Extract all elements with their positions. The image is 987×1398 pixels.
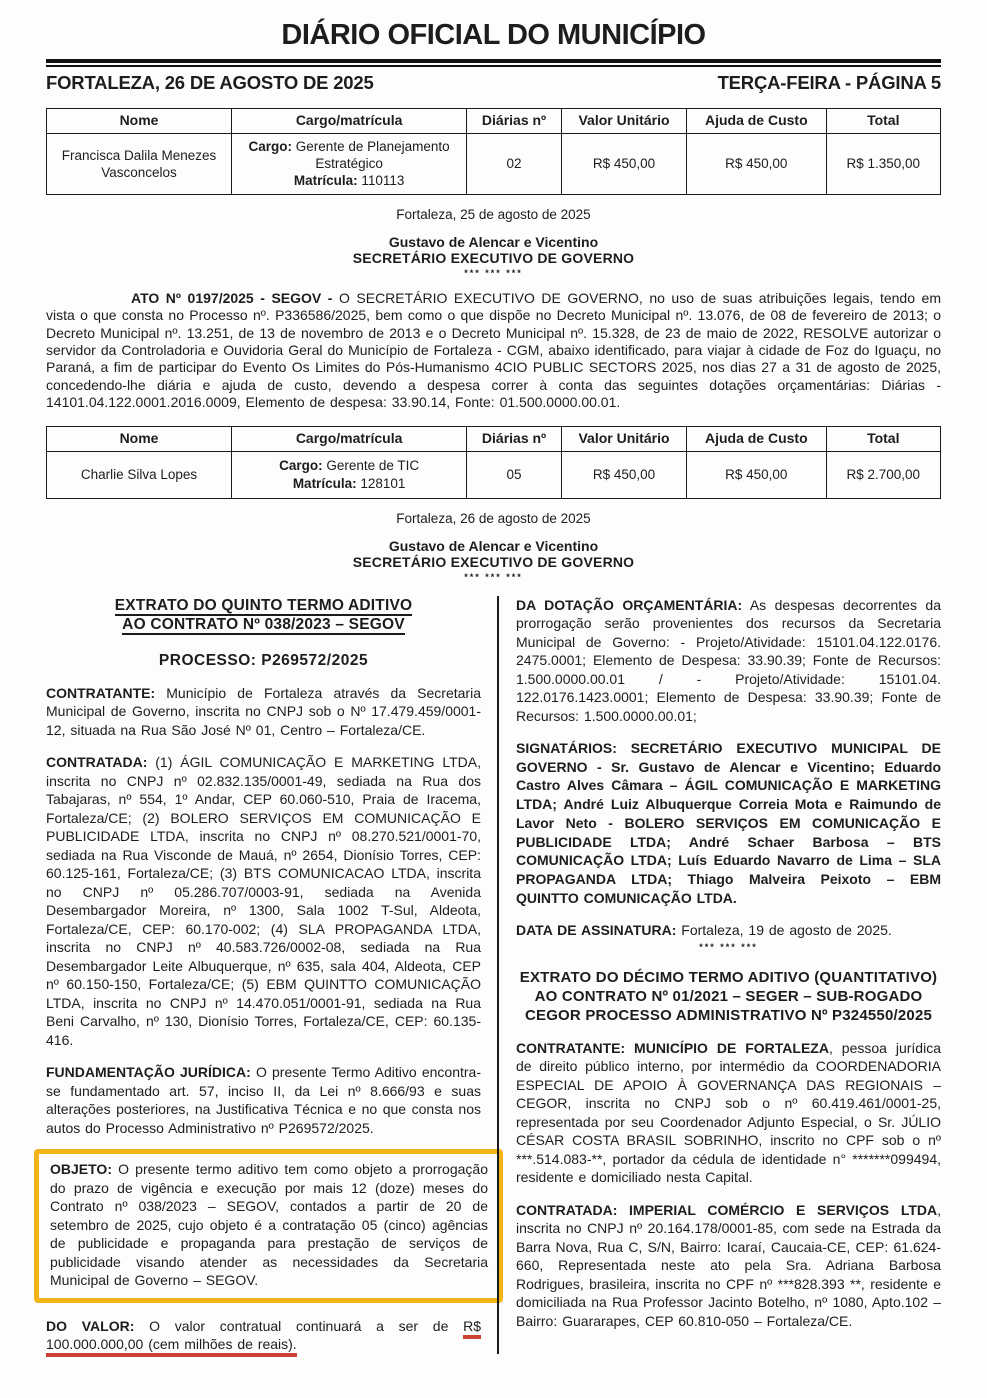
valor-underline: R$ 100.000.000,00 (cem milhões de reais). (46, 1318, 481, 1358)
col-header-total: Total (826, 108, 940, 133)
col-header-cargo: Cargo/matrícula (232, 108, 467, 133)
cell-diarias: 02 (467, 133, 562, 194)
valor-paragraph: DO VALOR: O valor contratual continuará a ser de R$ 100.000.000,00 (cem milhões de reais). (46, 1317, 481, 1354)
diarias-table-2 (46, 426, 941, 499)
col-header-diarias: Diárias nº (467, 108, 562, 133)
cell-diarias: 05 (467, 451, 562, 498)
table-header-row (47, 108, 941, 133)
col-header-diarias: Diárias nº (467, 426, 562, 451)
contratada2-paragraph: CONTRATADA: IMPERIAL COMÉRCIO E SERVIÇOS LTDA, inscrita no CNPJ nº 20.164.178/0001-85, com sede na Estrada da Barra Nova, Rua C, S/N, Bairro: Icaraí, Caucaia-CE, CEP: 61.624-660, Representada neste ato pela Sra. Adriana Barbosa Rodrigues, brasileira, inscrita no CPF nº ***828.393 **, residente e domiciliada na Rua Professor Jacinto Botelho, nº 1080, Apto.102 – Bairro: Guararapes, CEP 60.810-050 – Fortaleza/CE. (516, 1201, 941, 1329)
signatory-role: SECRETÁRIO EXECUTIVO DE GOVERNO (352, 553, 635, 570)
weekday-page-number: TERÇA-FEIRA - PÁGINA 5 (717, 71, 941, 93)
masthead-rule (46, 59, 941, 67)
contratante-paragraph: CONTRATANTE: Município de Fortaleza através da Secretaria Municipal de Governo, inscrita no CNPJ sob o Nº 17.479.459/0001-12, situada na Rua São José Nº 01, Centro – Fortaleza/CE. (46, 684, 481, 738)
signatarios-paragraph: SIGNATÁRIOS: SECRETÁRIO EXECUTIVO MUNICIPAL DE GOVERNO - Sr. Gustavo de Alencar e Vicentino; Eduardo Castro Alves Câmara – ÁGIL COMUNICAÇÃO E MARKETING LTDA; André Luiz Albuquerque Correia Mota e Raimundo de Lavor Neto - BOLERO SERVIÇOS EM COMUNICAÇÃO E PUBLICIDADE LTDA; André Schaer Barbosa – BTS COMUNICAÇÃO LTDA; Luís Eduardo Navarro de Lima – SLA PROPAGANDA LTDA; Thiago Malveira Peixoto – EBM QUINTTO COMUNICAÇÃO LTDA. (516, 740, 941, 906)
left-column (46, 596, 497, 1354)
ato-body: O SECRETÁRIO EXECUTIVO DE GOVERNO, no uso de suas atribuições legais, tendo em vista o que consta no Processo nº. P336586/2025, bem como o que dispõe no Decreto Municipal nº. 13.076, de 08 de fevereiro de 2013; o Decreto Municipal nº. 13.251, de 13 de novembro de 2013 e o Decreto Municipal nº. 15.328, de 23 de maio de 2022, RESOLVE autorizar o servidor da Controladoria e Ouvidoria Geral do Município de Fortaleza - CGM, abaixo identificado, para viajar à cidade de Foz do Iguaçu, no Paraná, a fim de participar do Evento Os Limites do Pós-Humanismo 4CIO PUBLIC SECTORS 2025, nos dias 27 a 31 de agosto de 2025, concedendo-lhe diária e ajuda de custo, devendo a despesa correr à conta das seguintes dotações orçamentárias: Diárias - 14101.04.122.0001.2016.0009, Elemento de despesa: 33.90.14, Fonte: 01.500.0000.00.01. (46, 289, 941, 411)
table-row (47, 133, 941, 194)
extract1-title: EXTRATO DO QUINTO TERMO ADITIVO AO CONTRATO Nº 038/2023 – SEGOV (114, 596, 413, 633)
col-header-cargo: Cargo/matrícula (232, 426, 467, 451)
col-header-valor-unitario: Valor Unitário (561, 108, 686, 133)
cell-nome: Charlie Silva Lopes (47, 451, 232, 498)
table-header-row (47, 426, 941, 451)
cell-cargo-matricula: Cargo: Gerente de Planejamento Estratégico Matrícula: 110113 (232, 133, 467, 194)
objeto-paragraph: OBJETO: O presente termo aditivo tem como objeto a prorrogação do prazo de vigência e execução por mais 12 (doze) meses do Contrato nº 038/2023 – SEGOV, contados a partir de 20 de setembro de 2025, cujo objeto é a contratação 05 (cinco) agências de publicidade e propaganda para prestação de serviços de publicidade visando atender as necessidades da Secretaria Municipal de Governo – SEGOV. (50, 1161, 488, 1289)
col-header-valor-unitario: Valor Unitário (561, 426, 686, 451)
edition-date: FORTALEZA, 26 DE AGOSTO DE 2025 (46, 71, 374, 93)
cell-valor-unitario: R$ 450,00 (561, 451, 686, 498)
place-date-line: Fortaleza, 25 de agosto de 2025 (396, 206, 591, 222)
extract2-title: EXTRATO DO DÉCIMO TERMO ADITIVO (QUANTITATIVO) AO CONTRATO Nº 01/2021 – SEGER – SUB-ROGADO CEGOR PROCESSO ADMINISTRATIVO Nº P324550/2025 (519, 968, 938, 1024)
cell-nome: Francisca Dalila Menezes Vasconcelos (47, 133, 232, 194)
cell-ajuda-custo: R$ 450,00 (687, 133, 826, 194)
dotacao-paragraph: DA DOTAÇÃO ORÇAMENTÁRIA: As despesas decorrentes da prorrogação serão provenientes dos recursos da Secretaria Municipal de Governo: - Projeto/Atividade: 15101.04.122.0176. 2475.0001; Elemento de Despesa: 33.90.39; Fonte de Recursos: 1.500.0000.00.01 / - Projeto/Atividade: 15101.04. 122.0176.1423.0001; Elemento de Despesa: 33.90.39; Fonte de Recursos: 1.500.0000.00.01; (516, 596, 942, 724)
col-header-ajuda-custo: Ajuda de Custo (687, 426, 826, 451)
objeto-highlight-box (34, 1149, 503, 1303)
separator-stars: *** *** *** (699, 941, 758, 952)
col-header-nome: Nome (47, 426, 232, 451)
cell-cargo-matricula: Cargo: Gerente de TIC Matrícula: 128101 (232, 451, 467, 498)
table-row (47, 451, 941, 498)
col-header-nome: Nome (47, 108, 232, 133)
col-header-ajuda-custo: Ajuda de Custo (687, 108, 826, 133)
ato-paragraph (46, 290, 941, 412)
page-title: DIÁRIO OFICIAL DO MUNICÍPIO (281, 19, 706, 51)
diarias-table-1 (46, 108, 941, 195)
masthead-dateline (46, 70, 941, 94)
extract1-processo: PROCESSO: P269572/2025 (158, 651, 369, 669)
signatory-name: Gustavo de Alencar e Vicentino (388, 233, 599, 250)
cell-ajuda-custo: R$ 450,00 (687, 451, 826, 498)
cell-total: R$ 1.350,00 (826, 133, 940, 194)
contratada-paragraph: CONTRATADA: (1) ÁGIL COMUNICAÇÃO E MARKETING LTDA, inscrita no CNPJ nº 02.832.135/0001-49, sediada na Rua dos Tabajaras, nº 554, 1º Andar, CEP 60.060-510, Praia de Iracema, Fortaleza/CE; (2) BOLERO SERVIÇOS EM COMUNICAÇÃO E PUBLICIDADE LTDA, inscrita no CNPJ nº 08.270.521/0001-70, sediada na Rua Visconde de Mauá, nº 2654, Dionísio Torres, CEP: 60.125-161, Fortaleza/CE; (3) BTS COMUNICACAO LTDA, inscrita no CNPJ nº 05.286.707/0003-91, sediada na Avenida Desembargador Moreira, nº 1300, Sala 1002 T-Sul, Aldeota, Fortaleza/CE, CEP: 60.170-002; (4) SLA PROPAGANDA LTDA, inscrita no CNPJ nº 40.583.726/0002-08, sediada na Rua Desembargador Leite Albuquerque, nº 635, sala 404, Aldeota, CEP nº 60.150-150, Fortaleza/CE; (5) EBM QUINTTO COMUNICAÇÃO LTDA, inscrita no CNPJ nº 14.470.051/0001-91, sediada na Rua Beni Carvalho, nº 130, Dionísio Torres, Fortaleza/CE, CEP: 60.135-416. (46, 754, 481, 1048)
separator-stars: *** *** *** (464, 267, 523, 278)
ato-number: ATO Nº 0197/2025 - SEGOV - (131, 289, 339, 306)
col-header-total: Total (826, 426, 940, 451)
cell-total: R$ 2.700,00 (826, 451, 940, 498)
data-assinatura-paragraph: DATA DE ASSINATURA: Fortaleza, 19 de agosto de 2025. (516, 922, 892, 939)
place-date-line: Fortaleza, 26 de agosto de 2025 (396, 510, 591, 526)
separator-stars: *** *** *** (464, 571, 523, 582)
signatory-role: SECRETÁRIO EXECUTIVO DE GOVERNO (352, 249, 635, 266)
signatory-name: Gustavo de Alencar e Vicentino (388, 537, 599, 554)
right-column (499, 596, 941, 1354)
two-column-section (46, 596, 941, 1354)
cell-valor-unitario: R$ 450,00 (561, 133, 686, 194)
contratante2-paragraph: CONTRATANTE: MUNICÍPIO DE FORTALEZA, pessoa jurídica de direito público interno, por intermédio da COORDENADORIA ESPECIAL DE APOIO À GOVERNANÇA DAS REGIONAIS – CEGOR, inscrita no CNPJ sob o nº 60.419.461/0001-25, representada por seu Coordenador Adjunto Especial, o Sr. JÚLIO CÉSAR COSTA BRASIL SOBRINHO, inscrito no CPF sob o nº ***.514.083-**, portador da cédula de identidade n° *******099494, residente e domiciliado nesta Capital. (516, 1039, 941, 1186)
fundamentacao-paragraph: FUNDAMENTAÇÃO JURÍDICA: O presente Termo Aditivo encontra-se fundamentado art. 57, inciso II, da Lei nº 8.666/93 e suas alterações posteriores, na Justificativa Técnica e no que consta nos autos do Processo Administrativo nº P269572/2025. (46, 1064, 481, 1136)
